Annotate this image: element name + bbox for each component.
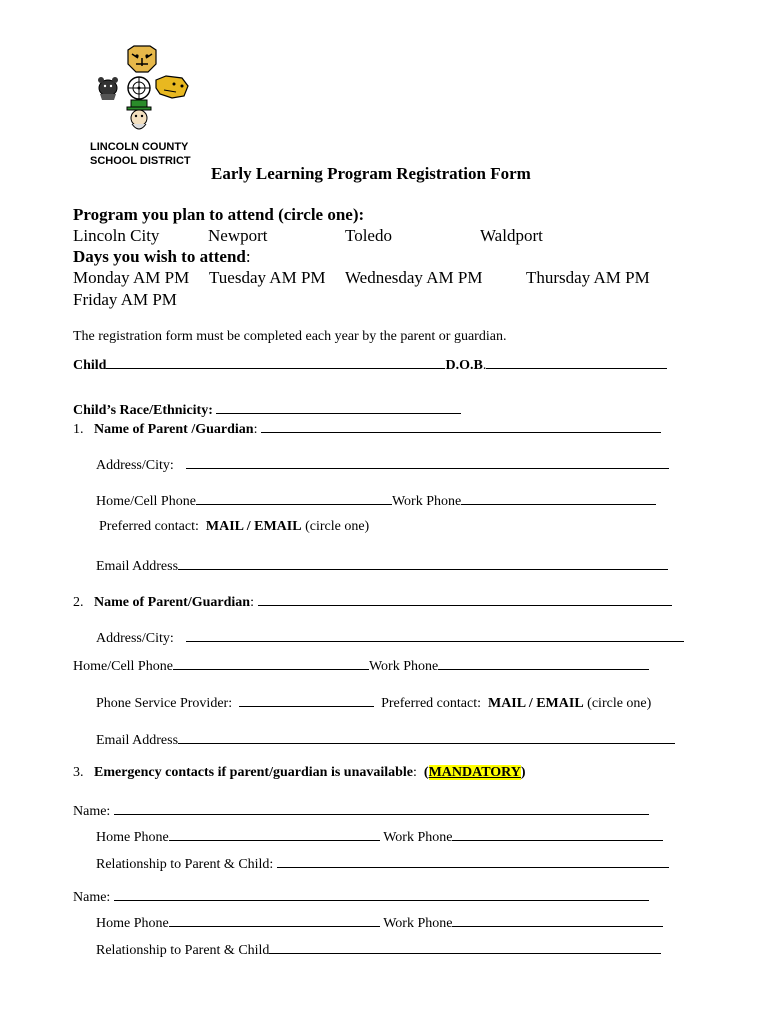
parent1-email-field[interactable]	[178, 556, 668, 570]
emergency2-work-phone-label: Work Phone	[383, 916, 453, 931]
emergency1-name-row	[73, 801, 649, 820]
mandatory-badge: MANDATORY	[428, 765, 521, 780]
parent1-address-label: Address/City:	[96, 458, 174, 473]
parent2-work-phone-field[interactable]	[438, 656, 649, 670]
emergency1-name-field[interactable]	[114, 801, 649, 815]
program-option-newport[interactable]: Newport	[208, 226, 268, 245]
tiger-icon	[128, 46, 156, 72]
leprechaun-icon	[127, 100, 151, 129]
parent2-home-phone-label: Home/Cell Phone	[73, 659, 173, 674]
day-option-friday[interactable]: Friday AM PM	[73, 290, 177, 309]
parent2-email-field[interactable]	[178, 730, 675, 744]
emergency1-work-phone-field[interactable]	[452, 827, 663, 841]
days-heading: Days you wish to attend:	[73, 247, 251, 266]
child-label: Child	[73, 358, 107, 373]
parent1-phone-row	[96, 491, 656, 510]
emergency2-name-row	[73, 887, 649, 906]
registration-note: The registration form must be completed each year by the parent or guardian.	[73, 329, 507, 344]
parent2-email-row	[96, 730, 675, 749]
emergency2-home-phone-field[interactable]	[169, 913, 380, 927]
day-option-monday[interactable]: Monday AM PM	[73, 268, 190, 287]
emergency2-name-field[interactable]	[114, 887, 649, 901]
race-row	[73, 400, 461, 419]
program-option-waldport[interactable]: Waldport	[480, 226, 543, 245]
parent2-name-row: 2. Name of Parent/Guardian:	[73, 592, 672, 611]
parent2-name-label: Name of Parent/Guardian	[94, 595, 251, 610]
parent2-address-label: Address/City:	[96, 631, 174, 646]
child-name-field[interactable]	[106, 355, 445, 369]
parent2-name-field[interactable]	[258, 592, 672, 606]
parent1-address-row	[96, 455, 669, 474]
parent1-preferred-contact: Preferred contact: MAIL / EMAIL (circle one)	[99, 519, 370, 534]
bear-icon	[98, 77, 118, 100]
child-row: Child D.O.B.	[73, 355, 667, 374]
emergency1-home-phone-label: Home Phone	[96, 830, 169, 845]
district-name-line1: LINCOLN COUNTY	[90, 141, 189, 153]
parent1-email-label: Email Address	[96, 559, 179, 574]
dob-label: D.O.B	[445, 358, 483, 373]
program-option-lincoln-city[interactable]: Lincoln City	[73, 226, 160, 245]
emergency2-relationship-field[interactable]	[269, 940, 661, 954]
parent2-home-phone-field[interactable]	[173, 656, 369, 670]
parent1-email-row	[96, 556, 668, 575]
race-label: Child’s Race/Ethnicity:	[73, 403, 213, 418]
parent1-name-field[interactable]	[261, 419, 661, 433]
parent2-email-label: Email Address	[96, 733, 179, 748]
race-field[interactable]	[216, 400, 461, 414]
emergency1-phone-row	[96, 827, 663, 846]
emergency1-relationship-label: Relationship to Parent & Child:	[96, 857, 274, 872]
emergency2-relationship-label: Relationship to Parent & Child	[96, 943, 270, 958]
emergency1-relationship-field[interactable]	[277, 854, 669, 868]
parent2-provider-field[interactable]	[239, 693, 374, 707]
dob-field[interactable]	[486, 355, 667, 369]
emergency1-home-phone-field[interactable]	[169, 827, 380, 841]
emergency2-phone-row	[96, 913, 663, 932]
emergency1-work-phone-label: Work Phone	[383, 830, 453, 845]
day-option-tuesday[interactable]: Tuesday AM PM	[209, 268, 326, 287]
parent2-address-field[interactable]	[186, 628, 684, 642]
parent1-work-phone-label: Work Phone	[391, 494, 462, 509]
district-name-line2: SCHOOL DISTRICT	[90, 155, 191, 167]
emergency1-name-label: Name:	[73, 804, 111, 819]
parent1-home-phone-label: Home/Cell Phone	[96, 494, 196, 509]
parent2-work-phone-label: Work Phone	[368, 659, 439, 674]
program-option-toledo[interactable]: Toledo	[345, 226, 392, 245]
parent2-address-row	[96, 628, 684, 647]
day-option-wednesday[interactable]: Wednesday AM PM	[345, 268, 483, 287]
form-title: Early Learning Program Registration Form	[211, 164, 531, 183]
parent1-address-field[interactable]	[186, 455, 669, 469]
parent2-preferred-options[interactable]: MAIL / EMAIL	[487, 696, 584, 711]
emergency2-work-phone-field[interactable]	[452, 913, 663, 927]
parent2-phone-row	[73, 656, 649, 675]
parent1-preferred-options[interactable]: MAIL / EMAIL	[205, 519, 302, 534]
parent1-name-row: 1. Name of Parent /Guardian:	[73, 419, 661, 438]
logo-mascots	[92, 44, 192, 136]
emergency-heading-row: 3. Emergency contacts if parent/guardian is unavailable: (MANDATORY)	[73, 765, 526, 780]
emergency-heading: Emergency contacts if parent/guardian is unavailable	[94, 765, 414, 780]
parent1-work-phone-field[interactable]	[461, 491, 656, 505]
emergency2-name-label: Name:	[73, 890, 111, 905]
day-option-thursday[interactable]: Thursday AM PM	[526, 268, 650, 287]
parent1-home-phone-field[interactable]	[196, 491, 392, 505]
emergency2-relationship-row	[96, 940, 661, 959]
bobcat-icon	[156, 76, 188, 98]
emergency2-home-phone-label: Home Phone	[96, 916, 169, 931]
parent1-name-label: Name of Parent /Guardian	[94, 422, 254, 437]
parent2-provider-label: Phone Service Provider:	[96, 696, 233, 711]
gear-target-icon	[128, 77, 150, 99]
emergency1-relationship-row	[96, 854, 669, 873]
program-heading: Program you plan to attend (circle one):	[73, 205, 365, 224]
parent2-provider-row: Phone Service Provider: Preferred contact: MAIL / EMAIL (circle one)	[96, 693, 651, 712]
